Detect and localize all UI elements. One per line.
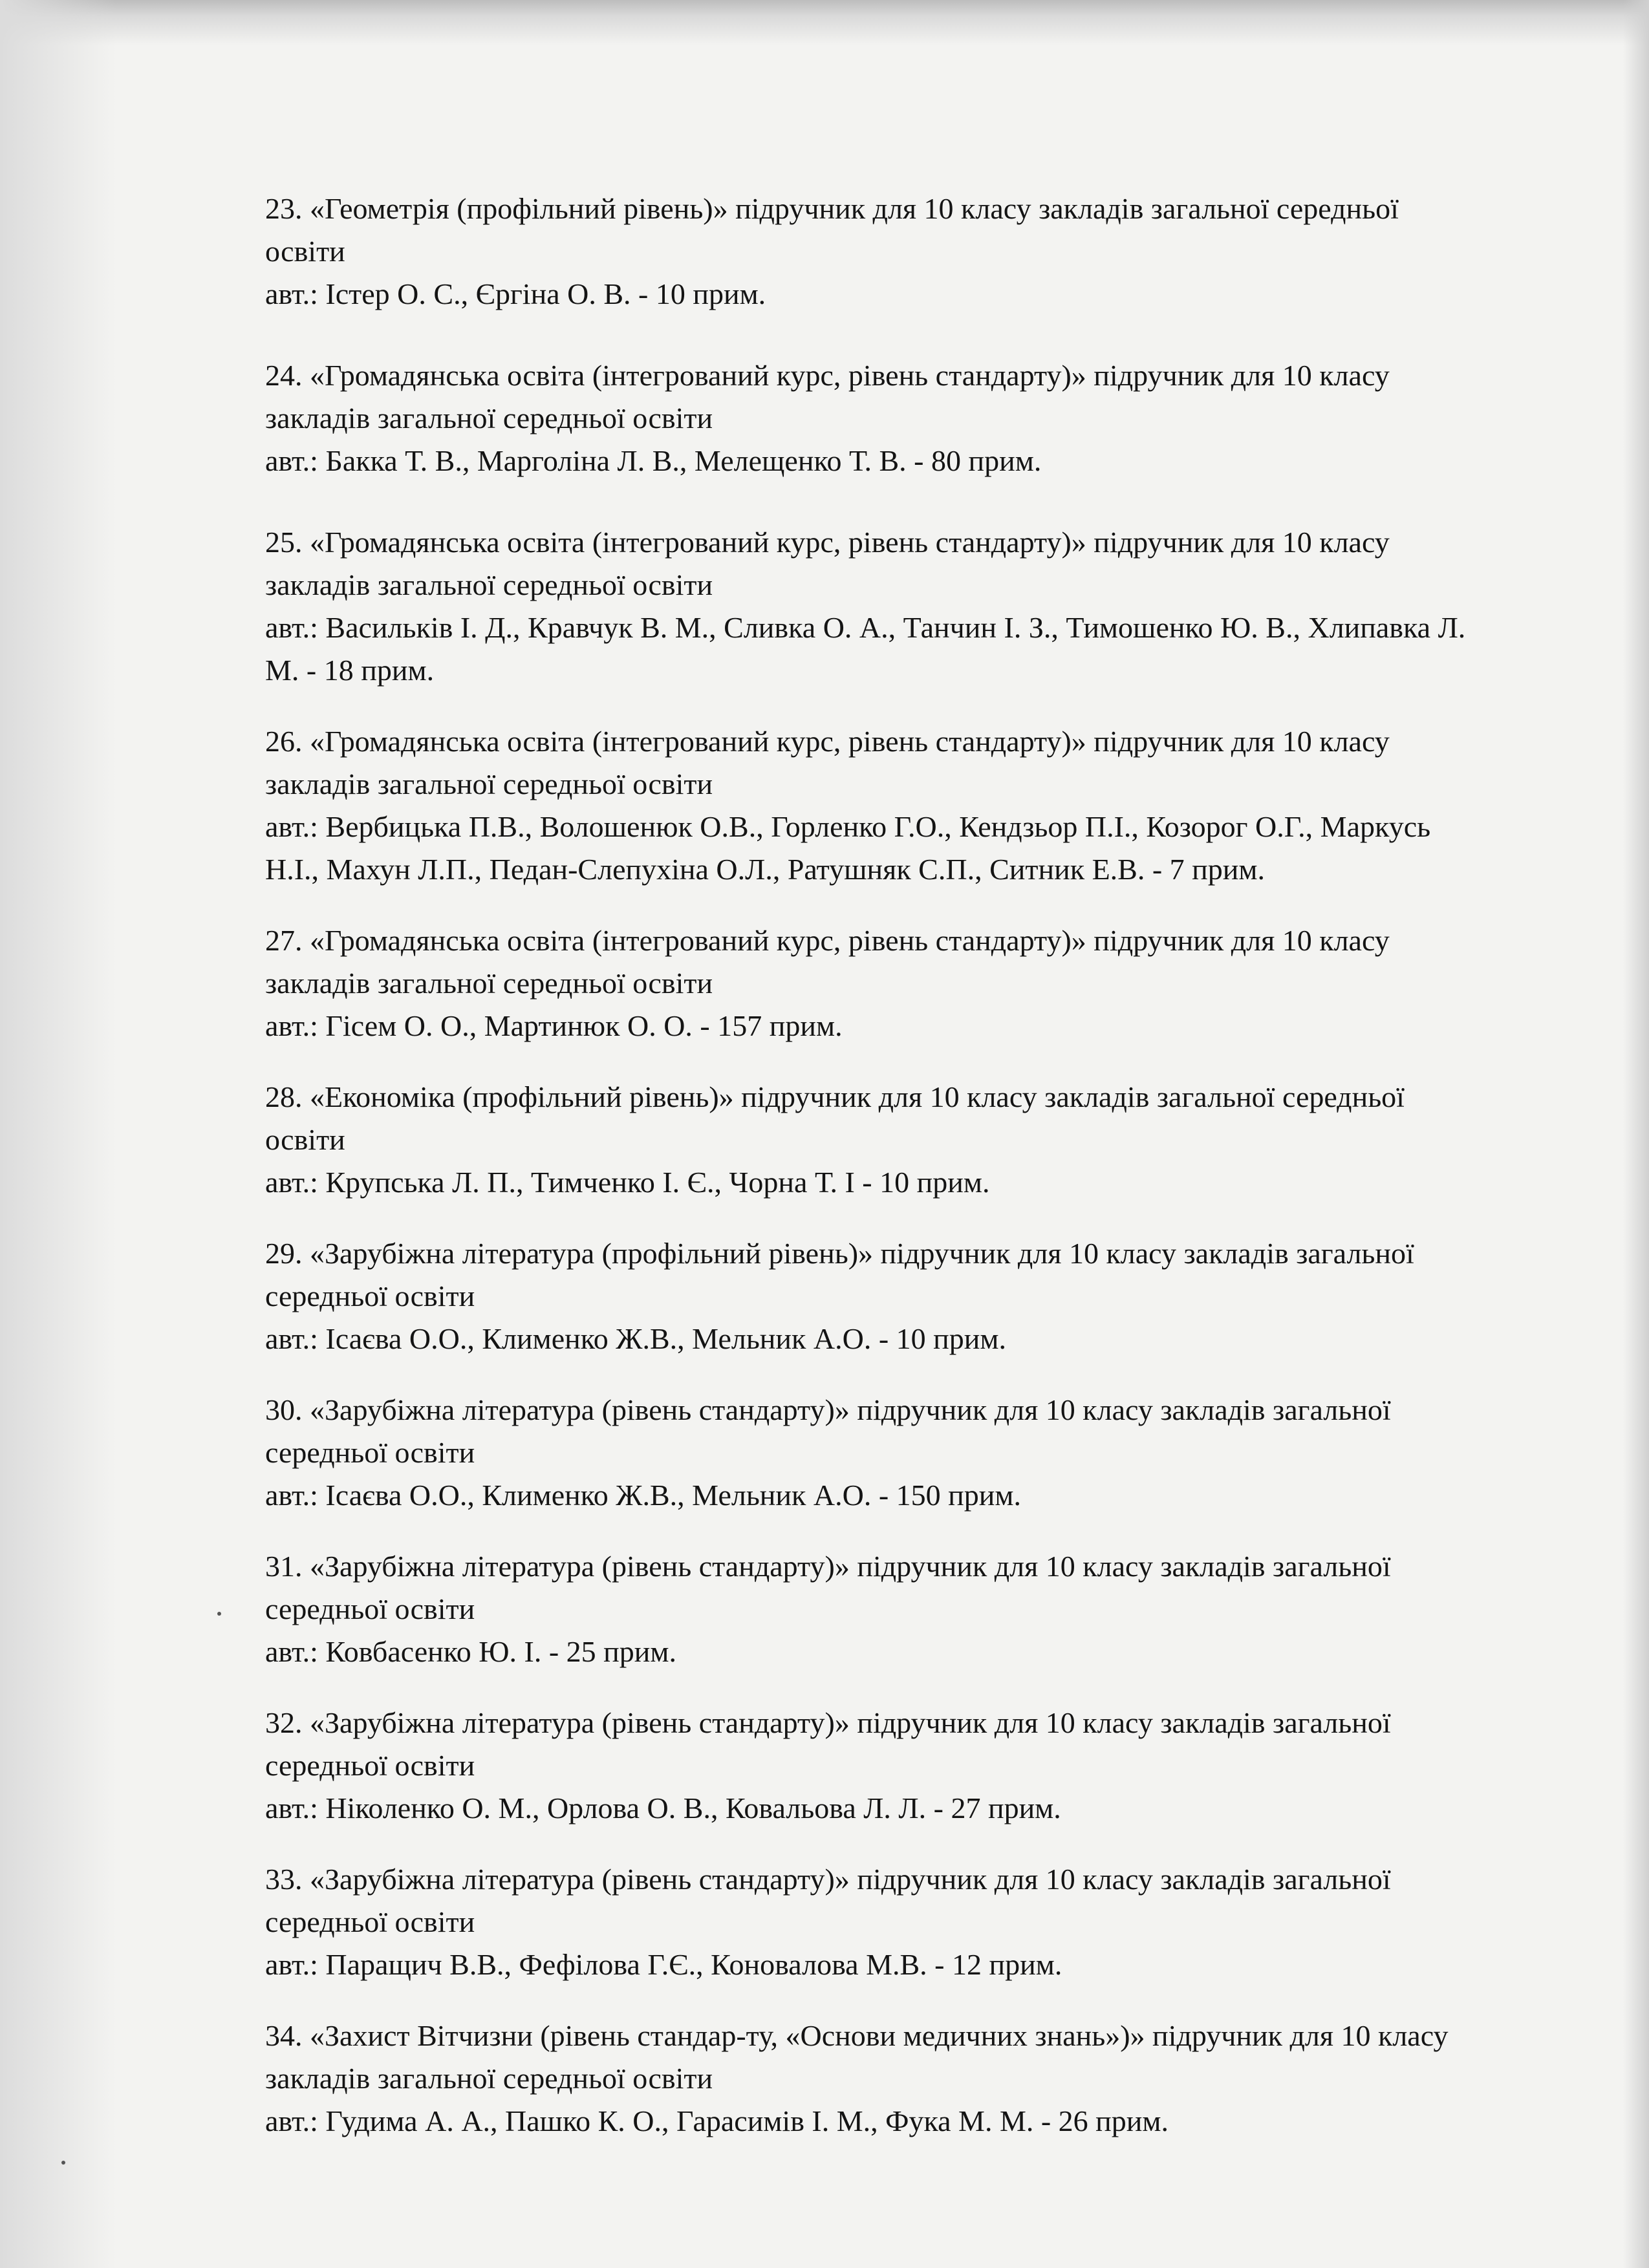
entry-authors: авт.: Гудима А. А., Пашко К. О., Гарасимів І. М., Фука М. М. - 26 прим. — [265, 2104, 1169, 2137]
list-item — [265, 919, 1481, 1047]
scan-shadow-left — [0, 0, 116, 2268]
entry-authors: авт.: Ісаєва О.О., Клименко Ж.В., Мельник А.О. - 150 прим. — [265, 1479, 1021, 1512]
entry-title: 29. «Зарубіжна література (профільний рівень)» підручник для 10 класу закладів загальної середньої освіти — [265, 1237, 1414, 1312]
entry-title: 30. «Зарубіжна література (рівень стандарту)» підручник для 10 класу закладів загальної середньої освіти — [265, 1393, 1391, 1469]
scan-shadow-right — [1623, 0, 1649, 2268]
scan-speck — [217, 1612, 221, 1616]
entry-title: 24. «Громадянська освіта (інтегрований курс, рівень стандарту)» підручник для 10 класу закладів загальної середньої освіти — [265, 359, 1390, 434]
list-item — [265, 521, 1481, 692]
entry-authors: авт.: Істер О. С., Єргіна О. В. - 10 прим. — [265, 277, 766, 310]
entry-title: 25. «Громадянська освіта (інтегрований курс, рівень стандарту)» підручник для 10 класу закладів загальної середньої освіти — [265, 526, 1390, 601]
entry-title: 32. «Зарубіжна література (рівень стандарту)» підручник для 10 класу закладів загальної середньої освіти — [265, 1706, 1391, 1782]
entry-authors: авт.: Ісаєва О.О., Клименко Ж.В., Мельник А.О. - 10 прим. — [265, 1322, 1006, 1355]
entry-authors: авт.: Васильків І. Д., Кравчук В. М., Сливка О. А., Танчин І. З., Тимошенко Ю. В., Хлипавка Л. М. - 18 прим. — [265, 611, 1466, 687]
scan-shadow-top — [0, 0, 1649, 45]
list-item — [265, 1858, 1481, 1986]
textbook-list — [265, 187, 1481, 2143]
list-item — [265, 720, 1481, 891]
scan-speck — [61, 2161, 65, 2165]
list-item — [265, 354, 1481, 482]
entry-title: 27. «Громадянська освіта (інтегрований курс, рівень стандарту)» підручник для 10 класу закладів загальної середньої освіти — [265, 924, 1390, 1000]
list-item — [265, 1076, 1481, 1204]
entry-title: 34. «Захист Вітчизни (рівень стандар-ту, «Основи медичних знань»)» підручник для 10 класу закладів загальної середньої освіти — [265, 2019, 1449, 2095]
entry-title: 33. «Зарубіжна література (рівень стандарту)» підручник для 10 класу закладів загальної середньої освіти — [265, 1863, 1391, 1938]
entry-authors: авт.: Паращич В.В., Фефілова Г.Є., Коновалова М.В. - 12 прим. — [265, 1948, 1062, 1981]
list-item — [265, 187, 1481, 316]
entry-authors: авт.: Ковбасенко Ю. І. - 25 прим. — [265, 1635, 677, 1668]
entry-title: 23. «Геометрія (профільний рівень)» підручник для 10 класу закладів загальної середньої освіти — [265, 192, 1399, 268]
list-item — [265, 1232, 1481, 1360]
list-item — [265, 1389, 1481, 1517]
entry-authors: авт.: Бакка Т. В., Марголіна Л. В., Мелещенко Т. В. - 80 прим. — [265, 444, 1042, 477]
entry-title: 26. «Громадянська освіта (інтегрований курс, рівень стандарту)» підручник для 10 класу закладів загальної середньої освіти — [265, 725, 1390, 800]
list-item — [265, 2015, 1481, 2143]
entry-authors: авт.: Вербицька П.В., Волошенюк О.В., Горленко Г.О., Кендзьор П.І., Козорог О.Г., Маркусь Н.І., Махун Л.П., Педан-Слепухіна О.Л., Ратушняк С.П., Ситник Е.В. - 7 прим. — [265, 810, 1431, 886]
entry-authors: авт.: Ніколенко О. М., Орлова О. В., Ковальова Л. Л. - 27 прим. — [265, 1792, 1061, 1824]
list-item — [265, 1545, 1481, 1673]
entry-title: 28. «Економіка (профільний рівень)» підручник для 10 класу закладів загальної середньої освіти — [265, 1080, 1405, 1156]
entry-title: 31. «Зарубіжна література (рівень стандарту)» підручник для 10 класу закладів загальної середньої освіти — [265, 1550, 1391, 1625]
list-item — [265, 1702, 1481, 1830]
entry-authors: авт.: Крупська Л. П., Тимченко І. Є., Чорна Т. І - 10 прим. — [265, 1166, 990, 1199]
entry-authors: авт.: Гісем О. О., Мартинюк О. О. - 157 прим. — [265, 1009, 843, 1042]
